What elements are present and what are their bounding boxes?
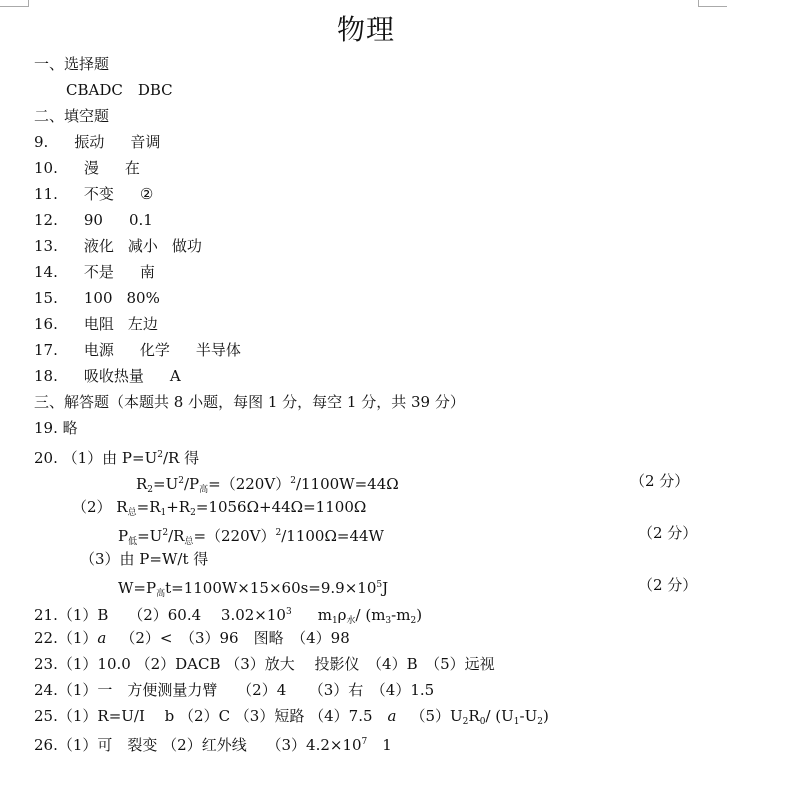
answer: 在 [124,159,140,177]
text: =U [153,475,179,493]
text: / (U [485,707,514,725]
subscript: 1 [160,508,167,518]
page-title: 物理 [336,13,395,46]
answer: 半导体 [195,341,241,359]
answer-20-line-4 [118,523,384,552]
superscript: 5 [376,580,383,590]
item-number: 18. [34,367,58,385]
answer: 电阻 [83,315,114,333]
text: m [317,606,332,624]
text: ) [416,606,423,624]
text: （5）U [410,707,463,725]
answer-24: 24.（1）一 方便测量力臂 （2）4 （3）右 （4）1.5 [34,681,435,699]
item-number: 17. [34,341,58,359]
text: =1056Ω+44Ω=1100Ω [195,498,367,516]
superscript: 2 [178,476,184,486]
superscript: 3 [285,607,292,617]
score-label: （2 分） [638,524,698,542]
answer: A [169,367,181,385]
section-1-heading: 一、选择题 [34,55,110,73]
text: +R [166,498,191,516]
italic-variable: a [387,707,397,725]
fill-item-13 [34,236,202,256]
score-label: （2 分） [638,576,698,594]
answer: 减小 [127,237,158,255]
fill-item-10 [34,158,140,178]
text: 22.（1） [34,629,98,647]
text: 21.（1）B （2）60.4 3.02×10 [34,606,286,624]
item-number: 15. [34,289,58,307]
subscript: 2 [410,616,417,626]
page-corner-mark-left [0,0,29,7]
answer: 90 [83,211,103,229]
answer-26 [34,732,392,755]
subscript: 2 [190,508,196,518]
fill-item-11 [34,184,153,204]
answer-23: 23.（1）10.0 （2）DACB （3）放大 投影仪 （4）B （5）远视 [34,655,495,673]
subscript: 总 [184,537,194,547]
fill-item-17 [34,340,241,360]
text: J [382,579,389,597]
fill-item-15 [34,288,160,308]
item-number: 13. [34,237,58,255]
fill-item-12 [34,210,153,230]
answer: 化学 [139,341,170,359]
answer-19: 19. 略 [34,419,78,437]
fill-item-9 [34,132,160,152]
superscript: 2 [157,450,163,460]
text: ρ [337,606,347,624]
text: =R [136,498,161,516]
text: 26.（1）可 裂变 （2）红外线 （3）4.2×10 [34,736,362,754]
item-number: 12. [34,211,58,229]
text: /1100W=44Ω [295,475,399,493]
text: （2）< （3）96 图略 （4）98 [120,629,350,647]
answer: 液化 [83,237,114,255]
answer: 不变 [83,185,114,203]
text: -m [391,606,411,624]
text: 25.（1）R=U/I b （2）C （3）短路 （4）7.5 [34,707,388,725]
answer: 0.1 [128,211,153,229]
section-2-heading: 二、填空题 [34,107,110,125]
text: -U [519,707,538,725]
text: ) [542,707,549,725]
subscript: 1 [513,717,520,727]
subscript: 水 [346,616,356,626]
subscript: 总 [127,508,137,518]
text: R [468,707,480,725]
answer-20-line-3 [72,497,366,523]
answer-20-line-6 [118,575,388,604]
answer: 不是 [83,263,114,281]
subscript: 0 [479,717,486,727]
text: t=1100W×15×60s=9.9×10 [165,579,377,597]
text: 20. （1）由 P=U [34,449,158,467]
answer: 100 [83,289,113,307]
superscript: 2 [290,476,296,486]
answer: 南 [139,263,155,281]
subscript: 1 [331,616,338,626]
answer: ② [139,185,154,203]
text: /R 得 [162,449,200,467]
text: R [136,475,148,493]
superscript: 2 [275,528,282,538]
fill-item-18 [34,366,181,386]
answer: 吸收热量 [83,367,144,385]
answer: 振动 [74,133,105,151]
superscript: 2 [162,528,169,538]
section-3-heading: 三、解答题（本题共 8 小题，每图 1 分，每空 1 分，共 39 分） [34,393,465,411]
subscript: 2 [147,485,154,495]
subscript: 低 [128,537,138,547]
text: /R [168,527,185,545]
text: 1 [367,736,392,754]
subscript: 2 [537,717,543,727]
subscript: 高 [199,485,209,495]
answer: 做功 [171,237,202,255]
section-1-answers: CBADC DBC [66,81,173,99]
subscript: 3 [385,616,392,626]
text: P [118,527,129,545]
score-label: （2 分） [630,472,690,490]
answer: 左边 [127,315,158,333]
text: / (m [355,606,386,624]
text: /P [183,475,200,493]
answer-20-line-2 [136,471,399,500]
item-number: 11. [34,185,58,203]
answer-20-line-5: （3）由 P=W/t 得 [80,550,209,568]
italic-variable: a [97,629,107,647]
answer-20-line-1 [34,445,199,468]
item-number: 9. [34,133,49,151]
item-number: 10. [34,159,58,177]
text: =U [137,527,163,545]
item-number: 16. [34,315,58,333]
answer: 电源 [83,341,114,359]
fill-item-16 [34,314,158,334]
subscript: 高 [156,589,166,599]
answer-25 [34,706,549,732]
item-number: 14. [34,263,58,281]
subscript: 2 [462,717,469,727]
answer: 80% [126,289,160,307]
text: /1100Ω=44W [281,527,384,545]
text: =（220V） [193,527,276,545]
superscript: 7 [361,737,368,747]
text: =（220V） [208,475,291,493]
page-corner-mark-right [698,0,727,7]
text: （2） R [72,498,128,516]
answer-22 [34,628,350,648]
text: W=P [118,579,157,597]
answer: 音调 [130,133,161,151]
fill-item-14 [34,262,155,282]
answer: 漫 [83,159,99,177]
answer-21 [34,602,422,631]
